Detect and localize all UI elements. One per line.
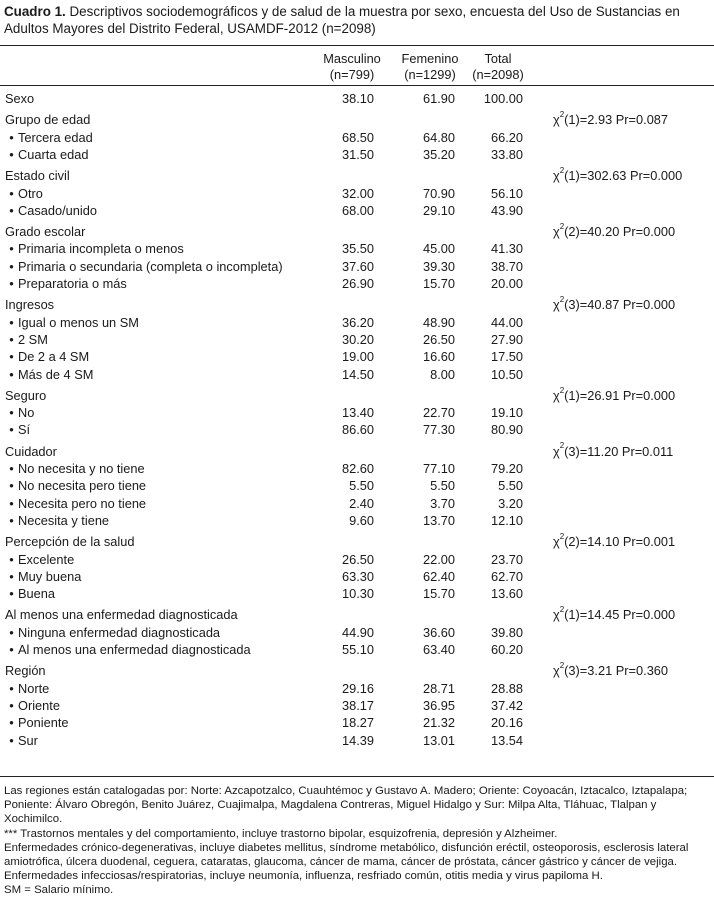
item-label-text: Ninguna enfermedad diagnosticada — [18, 624, 221, 640]
value-masculino: 26.90 — [341, 276, 374, 291]
table-caption — [4, 3, 710, 37]
item-label-text: Otro — [18, 185, 43, 201]
item-label-text: Oriente — [18, 697, 60, 713]
table-section-row — [0, 223, 714, 240]
value-femenino: 16.60 — [422, 349, 455, 365]
chi-value: (3)=40.87 Pr=0.000 — [564, 297, 676, 313]
table-row — [0, 331, 714, 348]
table-row — [0, 460, 714, 477]
chi-square-stat — [553, 296, 675, 313]
value-masculino: 86.60 — [341, 422, 374, 438]
bullet-icon: • — [9, 551, 14, 567]
item-label — [5, 697, 60, 714]
value-femenino: 64.80 — [422, 129, 455, 145]
value-total: 100.00 — [483, 91, 523, 106]
value-masculino: 44.90 — [341, 624, 374, 640]
item-label — [5, 732, 38, 749]
col-header-masculino-label: Masculino — [323, 51, 381, 66]
value-total: 37.42 — [490, 697, 523, 713]
item-label — [5, 714, 69, 731]
item-label-text: Primaria o secundaria (completa o incompleta) — [18, 258, 283, 274]
item-label — [5, 495, 146, 512]
bullet-icon: • — [9, 512, 14, 528]
value-masculino: 55.10 — [341, 642, 374, 657]
bullet-icon: • — [9, 422, 14, 438]
chi-superscript: 2 — [559, 605, 565, 615]
chi-symbol: χ — [553, 224, 560, 240]
bullet-icon: • — [9, 680, 14, 696]
bullet-icon: • — [9, 697, 14, 713]
value-masculino: 68.50 — [341, 129, 374, 145]
table-row — [0, 477, 714, 494]
bullet-icon: • — [9, 146, 14, 162]
value-masculino: 14.50 — [341, 366, 374, 382]
value-masculino: 38.10 — [341, 91, 374, 106]
item-label-text: Más de 4 SM — [18, 366, 94, 382]
bullet-icon: • — [9, 366, 14, 382]
value-masculino: 30.20 — [341, 331, 374, 347]
table-section-row — [0, 662, 714, 679]
value-total: 27.90 — [490, 331, 523, 347]
value-femenino: 21.32 — [422, 715, 455, 731]
bullet-icon: • — [9, 314, 14, 330]
item-label-text: Casado/unido — [18, 202, 97, 218]
bullet-icon: • — [9, 241, 14, 257]
section-label: Grupo de edad — [5, 112, 91, 128]
item-label — [5, 331, 48, 348]
item-label-text: Necesita y tiene — [18, 512, 110, 528]
item-label-text: Norte — [18, 680, 50, 696]
value-femenino: 22.70 — [422, 405, 455, 421]
table-row — [0, 421, 714, 438]
table-row — [0, 624, 714, 641]
value-masculino: 63.30 — [341, 568, 374, 584]
note-minimum-wage: SM = Salario mínimo. — [4, 884, 114, 897]
item-label — [5, 202, 97, 219]
item-label — [5, 275, 127, 292]
item-label-text: Excelente — [18, 551, 75, 567]
top-rule — [0, 45, 714, 46]
section-label: Grado escolar — [5, 224, 86, 240]
value-femenino: 70.90 — [422, 185, 455, 201]
value-total: 80.90 — [490, 422, 523, 438]
item-label-text: Primaria incompleta o menos — [18, 241, 184, 257]
item-label — [5, 512, 109, 529]
chi-symbol: χ — [553, 387, 560, 403]
value-total: 28.88 — [490, 680, 523, 696]
value-femenino: 63.40 — [422, 642, 455, 657]
item-label — [5, 477, 146, 494]
value-total: 13.60 — [490, 586, 523, 602]
bullet-icon: • — [9, 129, 14, 145]
table-row — [0, 585, 714, 602]
item-label-text: Tercera edad — [18, 129, 93, 145]
chi-value: (1)=14.45 Pr=0.000 — [564, 607, 676, 623]
chi-symbol: χ — [553, 663, 560, 679]
chi-value: (1)=26.91 Pr=0.000 — [564, 387, 676, 403]
chi-symbol: χ — [553, 534, 560, 550]
table-row — [0, 568, 714, 585]
chi-superscript: 2 — [559, 441, 565, 451]
chi-superscript: 2 — [559, 165, 565, 175]
value-femenino: 15.70 — [422, 276, 455, 291]
value-total: 20.16 — [490, 715, 523, 731]
item-label-text: Poniente — [18, 715, 69, 731]
bullet-icon: • — [9, 276, 14, 291]
table-row — [0, 185, 714, 202]
table-row — [0, 732, 714, 749]
value-masculino: 14.39 — [341, 732, 374, 748]
chi-value: (1)=2.93 Pr=0.087 — [564, 112, 669, 128]
table-section-row — [0, 387, 714, 404]
item-label — [5, 240, 184, 257]
value-masculino: 36.20 — [341, 314, 374, 330]
table-row — [0, 202, 714, 219]
table-section-row — [0, 606, 714, 623]
item-label-text: No — [18, 405, 35, 421]
item-label — [5, 404, 34, 421]
section-label: Estado civil — [5, 168, 70, 184]
item-label-text: Preparatoria o más — [18, 276, 127, 291]
bullet-icon: • — [9, 624, 14, 640]
chi-square-stat — [553, 662, 668, 679]
note-infectious-diseases: Enfermedades infecciosas/respiratorias, incluye neumonía, influenza, resfriado común, otitis media y virus papiloma H. — [4, 870, 603, 883]
table-row — [0, 680, 714, 697]
value-femenino: 29.10 — [422, 202, 455, 218]
item-label-text: Sí — [18, 422, 31, 438]
chi-superscript: 2 — [559, 295, 565, 305]
bullet-icon: • — [9, 495, 14, 511]
table-row — [0, 366, 714, 383]
value-total: 38.70 — [490, 258, 523, 274]
bullet-icon: • — [9, 331, 14, 347]
value-masculino: 29.16 — [341, 680, 374, 696]
item-label — [5, 314, 139, 331]
bullet-icon: • — [9, 568, 14, 584]
chi-symbol: χ — [553, 443, 560, 459]
chi-superscript: 2 — [559, 110, 565, 120]
value-masculino: 35.50 — [341, 241, 374, 257]
value-femenino: 36.60 — [422, 624, 455, 640]
table-row — [0, 258, 714, 275]
item-label — [5, 680, 49, 697]
item-label-text: Necesita pero no tiene — [18, 495, 147, 511]
table-row — [0, 495, 714, 512]
bullet-icon: • — [9, 642, 14, 657]
header-rule — [0, 85, 714, 86]
col-header-femenino — [396, 51, 464, 83]
table-row — [0, 641, 714, 658]
chi-superscript: 2 — [559, 531, 565, 541]
chi-value: (3)=3.21 Pr=0.360 — [564, 663, 669, 679]
chi-square-stat — [553, 443, 673, 460]
value-total: 19.10 — [490, 405, 523, 421]
item-label-text: 2 SM — [18, 331, 48, 347]
bullet-icon: • — [9, 478, 14, 494]
value-masculino: 31.50 — [341, 146, 374, 162]
bullet-icon: • — [9, 586, 14, 602]
value-femenino: 62.40 — [422, 568, 455, 584]
table-row — [0, 551, 714, 568]
table-row — [0, 512, 714, 529]
value-total: 23.70 — [490, 551, 523, 567]
bullet-icon: • — [9, 185, 14, 201]
col-header-total-label: Total — [484, 51, 512, 66]
chi-superscript: 2 — [559, 661, 565, 671]
value-total: 60.20 — [490, 642, 523, 657]
bullet-icon: • — [9, 461, 14, 476]
item-label-text: Sur — [18, 732, 38, 748]
item-label — [5, 129, 93, 146]
table-section-row — [0, 90, 714, 107]
value-total: 44.00 — [490, 314, 523, 330]
table-row — [0, 146, 714, 163]
value-total: 56.10 — [490, 185, 523, 201]
item-label — [5, 366, 93, 383]
item-label-text: Muy buena — [18, 568, 82, 584]
table-row — [0, 404, 714, 421]
item-label-text: Igual o menos un SM — [18, 314, 139, 330]
table-row — [0, 714, 714, 731]
bottom-rule — [0, 776, 714, 777]
chi-square-stat — [553, 223, 675, 240]
value-total: 41.30 — [490, 241, 523, 257]
bullet-icon: • — [9, 349, 14, 365]
value-femenino: 35.20 — [422, 146, 455, 162]
value-masculino: 9.60 — [349, 512, 374, 528]
value-total: 33.80 — [490, 146, 523, 162]
col-header-total-n: (n=2098) — [472, 67, 524, 82]
value-femenino: 77.30 — [422, 422, 455, 438]
note-chronic-diseases: Enfermedades crónico-degenerativas, incluye diabetes mellitus, síndrome metabólico, disfunción eréctil, osteoporosis, esclerosis lateral amiotrófica, úlcera duodenal, ceguera, cataratas, glaucoma, cáncer de mama, cáncer de próstata, cáncer gástrico y cáncer de vejiga. — [4, 841, 689, 869]
value-total: 66.20 — [490, 129, 523, 145]
value-femenino: 39.30 — [422, 258, 455, 274]
item-label-text: No necesita pero tiene — [18, 478, 147, 494]
section-label: Percepción de la salud — [5, 534, 135, 550]
chi-superscript: 2 — [559, 221, 565, 231]
value-femenino: 5.50 — [430, 478, 455, 494]
value-total: 10.50 — [490, 366, 523, 382]
table-row — [0, 697, 714, 714]
item-label — [5, 185, 43, 202]
caption-text: Descriptivos sociodemográficos y de salud de la muestra por sexo, encuesta del Uso de Sustancias en Adultos Mayores del Distrito Federal, USAMDF-2012 (n=2098) — [4, 4, 680, 36]
value-total: 43.90 — [490, 202, 523, 218]
value-femenino: 8.00 — [430, 366, 455, 382]
value-total: 3.20 — [498, 495, 523, 511]
bullet-icon: • — [9, 732, 14, 748]
item-label — [5, 585, 55, 602]
value-masculino: 26.50 — [341, 551, 374, 567]
chi-symbol: χ — [553, 297, 560, 313]
item-label — [5, 624, 220, 641]
value-masculino: 68.00 — [341, 202, 374, 218]
section-label: Al menos una enfermedad diagnosticada — [5, 607, 238, 623]
value-femenino: 28.71 — [422, 680, 455, 696]
value-femenino: 3.70 — [430, 495, 455, 511]
section-label: Seguro — [5, 387, 47, 403]
value-femenino: 45.00 — [422, 241, 455, 257]
table-row — [0, 129, 714, 146]
item-label — [5, 460, 145, 477]
value-femenino: 13.70 — [422, 512, 455, 528]
item-label — [5, 348, 89, 365]
bullet-icon: • — [9, 715, 14, 731]
section-label: Sexo — [5, 91, 35, 106]
value-femenino: 26.50 — [422, 331, 455, 347]
value-masculino: 18.27 — [341, 715, 374, 731]
value-femenino: 15.70 — [422, 586, 455, 602]
chi-square-stat — [553, 111, 668, 128]
table-section-row — [0, 167, 714, 184]
chi-square-stat — [553, 533, 675, 550]
item-label-text: Cuarta edad — [18, 146, 89, 162]
table-section-row — [0, 296, 714, 313]
value-total: 79.20 — [490, 461, 523, 476]
col-header-total — [464, 51, 532, 83]
chi-square-stat — [553, 387, 675, 404]
chi-value: (2)=14.10 Pr=0.001 — [564, 534, 676, 550]
bullet-icon: • — [9, 258, 14, 274]
item-label — [5, 146, 88, 163]
caption-label: Cuadro 1. — [4, 4, 66, 19]
item-label-text: No necesita y no tiene — [18, 461, 145, 476]
table-row — [0, 348, 714, 365]
value-total: 5.50 — [498, 478, 523, 494]
chi-square-stat — [553, 167, 682, 184]
chi-value: (3)=11.20 Pr=0.011 — [564, 443, 674, 459]
chi-symbol: χ — [553, 112, 560, 128]
chi-value: (2)=40.20 Pr=0.000 — [564, 224, 676, 240]
value-femenino: 77.10 — [422, 461, 455, 476]
item-label — [5, 258, 283, 275]
table-section-row — [0, 443, 714, 460]
col-header-masculino-n: (n=799) — [329, 67, 375, 82]
item-label-text: Al menos una enfermedad diagnosticada — [18, 642, 251, 657]
chi-symbol: χ — [553, 607, 560, 623]
value-femenino: 13.01 — [422, 732, 455, 748]
value-masculino: 2.40 — [349, 495, 374, 511]
value-total: 20.00 — [490, 276, 523, 291]
col-header-femenino-label: Femenino — [401, 51, 459, 66]
table-section-row — [0, 111, 714, 128]
value-masculino: 5.50 — [349, 478, 374, 494]
item-label — [5, 641, 251, 658]
chi-value: (1)=302.63 Pr=0.000 — [564, 168, 683, 184]
chi-symbol: χ — [553, 168, 560, 184]
value-masculino: 10.30 — [341, 586, 374, 602]
value-total: 13.54 — [490, 732, 523, 748]
item-label-text: Buena — [18, 586, 56, 602]
value-masculino: 38.17 — [341, 697, 374, 713]
table-section-row — [0, 533, 714, 550]
value-total: 39.80 — [490, 624, 523, 640]
item-label — [5, 421, 30, 438]
value-femenino: 36.95 — [422, 697, 455, 713]
table-row — [0, 314, 714, 331]
value-masculino: 19.00 — [341, 349, 374, 365]
value-masculino: 82.60 — [341, 461, 374, 476]
item-label-text: De 2 a 4 SM — [18, 349, 90, 365]
value-masculino: 37.60 — [341, 258, 374, 274]
value-masculino: 13.40 — [341, 405, 374, 421]
table-row — [0, 240, 714, 257]
chi-superscript: 2 — [559, 385, 565, 395]
value-total: 62.70 — [490, 568, 523, 584]
bullet-icon: • — [9, 202, 14, 218]
note-mental-disorders: *** Trastornos mentales y del comportamiento, incluye trastorno bipolar, esquizofrenia, depresión y Alzheimer. — [4, 827, 558, 840]
value-masculino: 32.00 — [341, 185, 374, 201]
col-header-masculino — [318, 51, 386, 83]
section-label: Región — [5, 663, 46, 679]
table-notes — [4, 784, 710, 898]
col-header-femenino-n: (n=1299) — [404, 67, 456, 82]
section-label: Ingresos — [5, 297, 55, 313]
note-regions: Las regiones están catalogadas por: Norte: Azcapotzalco, Cuauhtémoc y Gustavo A. Madero; Oriente: Coyoacán, Iztacalco, Iztapalapa; Poniente: Álvaro Obregón, Benito Juárez, Cuajimalpa, Magdalena Contreras, Miguel Hidalgo y Sur: Milpa Alta, Tláhuac, Tlalpan y Xochimilco. — [4, 785, 688, 826]
value-total: 12.10 — [490, 512, 523, 528]
bullet-icon: • — [9, 405, 14, 421]
item-label — [5, 551, 74, 568]
table-row — [0, 275, 714, 292]
value-femenino: 61.90 — [422, 91, 455, 106]
section-label: Cuidador — [5, 443, 57, 459]
chi-square-stat — [553, 606, 675, 623]
value-total: 17.50 — [490, 349, 523, 365]
value-femenino: 22.00 — [422, 551, 455, 567]
value-femenino: 48.90 — [422, 314, 455, 330]
item-label — [5, 568, 81, 585]
